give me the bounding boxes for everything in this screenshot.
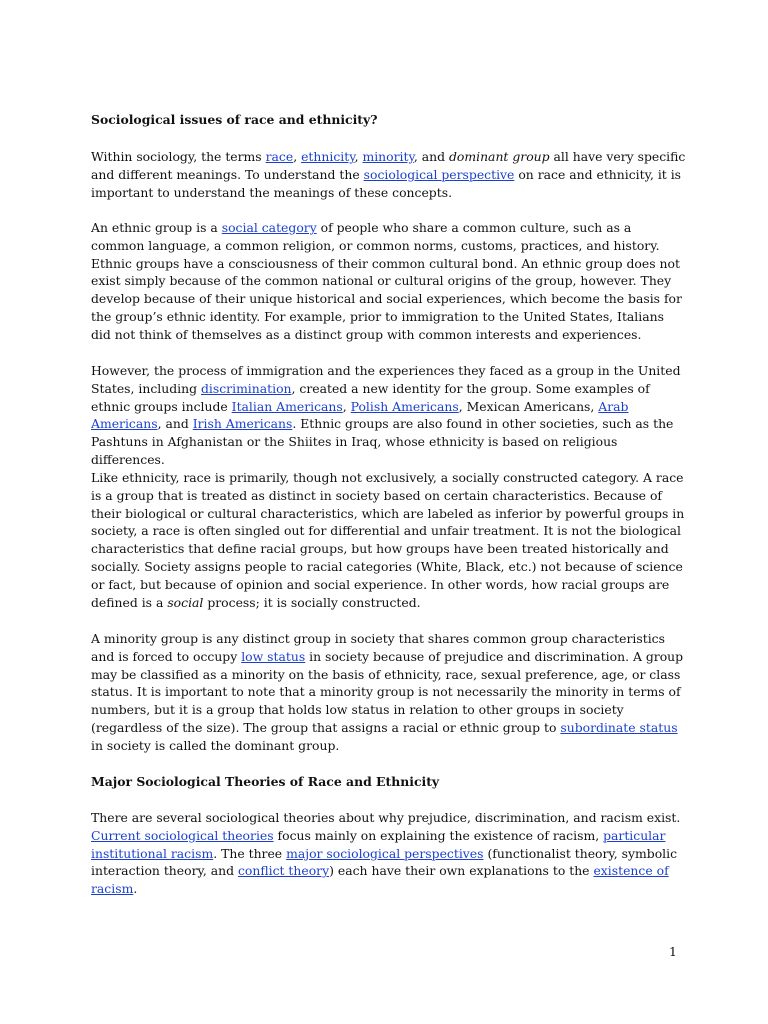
body-text: focus mainly on explaining the existence of racism, xyxy=(273,827,604,843)
body-text: in society because of prejudice and discrimination. A group may be classified as a minority on the basis of ethnicity, race, sexual preference, age, or class status. It is important to note that a minority group is not necessarily the minority in terms of numbers, but it is a group that holds low status in relation to other groups in society (regardless of the size). The group that assigns a racial or ethnic group to xyxy=(91,648,684,735)
body-text: , xyxy=(354,149,363,164)
emphasis-text: dominant group xyxy=(448,149,550,164)
body-text: An ethnic group is a xyxy=(91,220,222,235)
hyperlink[interactable]: major sociological perspectives xyxy=(286,845,484,861)
section-heading-theories: Major Sociological Theories of Race and Ethnicity xyxy=(91,774,440,789)
hyperlink[interactable]: minority xyxy=(362,149,414,164)
paragraph-ethnic-group xyxy=(91,219,686,344)
body-text: in society is called the dominant group. xyxy=(91,737,340,753)
emphasis-text: social xyxy=(167,594,204,610)
body-text: , xyxy=(342,398,351,414)
hyperlink[interactable]: race xyxy=(265,149,294,164)
body-text: There are several sociological theories about why prejudice, discrimination, and racism exist. xyxy=(91,810,681,825)
body-text: , xyxy=(293,149,302,164)
body-text: ) each have their own explanations to the xyxy=(329,863,594,879)
body-text: , Mexican Americans, xyxy=(458,398,599,414)
paragraph-intro xyxy=(91,148,686,201)
body-text: on race and ethnicity, it is important to understand the meanings of these concepts. xyxy=(91,166,682,200)
hyperlink[interactable]: ethnicity xyxy=(301,149,355,164)
body-text: of people who share a common culture, such as a common language, a common religion, or common norms, customs, practices, and history. Ethnic groups have a consciousness of their common cultural bond. An ethnic group does not exist simply because of the common national or cultural origins of the group, however. They develop because of their unique historical and social experiences, which become the basis for the group’s ethnic identity. For example, prior to immigration to the United States, Italians did not think of themselves as a distinct group with common interests and experiences. xyxy=(91,220,682,342)
body-text: However, the process of immigration and the experiences they faced as a group in the United States, including xyxy=(91,363,681,396)
paragraph-race xyxy=(91,469,686,611)
hyperlink[interactable]: conflict theory xyxy=(237,863,330,879)
hyperlink[interactable]: particular institutional racism xyxy=(91,827,666,861)
hyperlink[interactable]: Arab Americans xyxy=(91,398,629,432)
body-text: . xyxy=(133,881,138,897)
paragraph-theories xyxy=(91,809,686,898)
page-number: 1 xyxy=(669,944,677,959)
section-heading-race-ethnicity: Sociological issues of race and ethnicity? xyxy=(91,112,378,127)
body-text: (functionalist theory, symbolic interaction theory, and xyxy=(91,845,678,879)
hyperlink[interactable]: Irish Americans xyxy=(192,416,293,432)
body-text: process; it is socially constructed. xyxy=(203,594,421,610)
hyperlink[interactable]: social category xyxy=(221,220,317,235)
hyperlink[interactable]: Current sociological theories xyxy=(91,827,274,843)
body-text: A minority group is any distinct group in society that shares common group characteristics and is forced to occupy xyxy=(91,631,665,664)
paragraph-minority-group xyxy=(91,630,686,755)
hyperlink[interactable]: discrimination xyxy=(200,380,292,396)
hyperlink[interactable]: existence of racism xyxy=(91,863,669,897)
body-text: , and xyxy=(157,416,193,432)
hyperlink[interactable]: low status xyxy=(241,648,306,664)
hyperlink[interactable]: Polish Americans xyxy=(350,398,459,414)
hyperlink[interactable]: Italian Americans xyxy=(231,398,343,414)
body-text: all have very specific and different meanings. To understand the xyxy=(91,149,686,182)
body-text: , created a new identity for the group. Some examples of ethnic groups include xyxy=(91,380,650,414)
hyperlink[interactable]: subordinate status xyxy=(560,719,678,735)
body-text: Within sociology, the terms xyxy=(91,149,266,164)
body-text: Like ethnicity, race is primarily, though not exclusively, a socially constructed category. A race is a group that is treated as distinct in society based on certain characteristics. Because of their biological or cultural characteristics, which are labeled as inferior by powerful groups in society, a race is often singled out for differential and unfair treatment. It is not the biological characteristics that define racial groups, but how groups have been treated historically and socially. Society assigns people to racial categories (White, Black, etc.) not because of science or fact, but because of opinion and social experience. In other words, how racial groups are defined is a xyxy=(91,470,685,610)
body-text: . Ethnic groups are also found in other societies, such as the Pashtuns in Afghanistan or the Shiites in Iraq, whose ethnicity is based on religious differences. xyxy=(91,416,674,467)
hyperlink[interactable]: sociological perspective xyxy=(363,166,515,182)
body-text: , and xyxy=(413,149,449,164)
body-text: . The three xyxy=(213,845,287,861)
paragraph-immigration xyxy=(91,362,686,469)
